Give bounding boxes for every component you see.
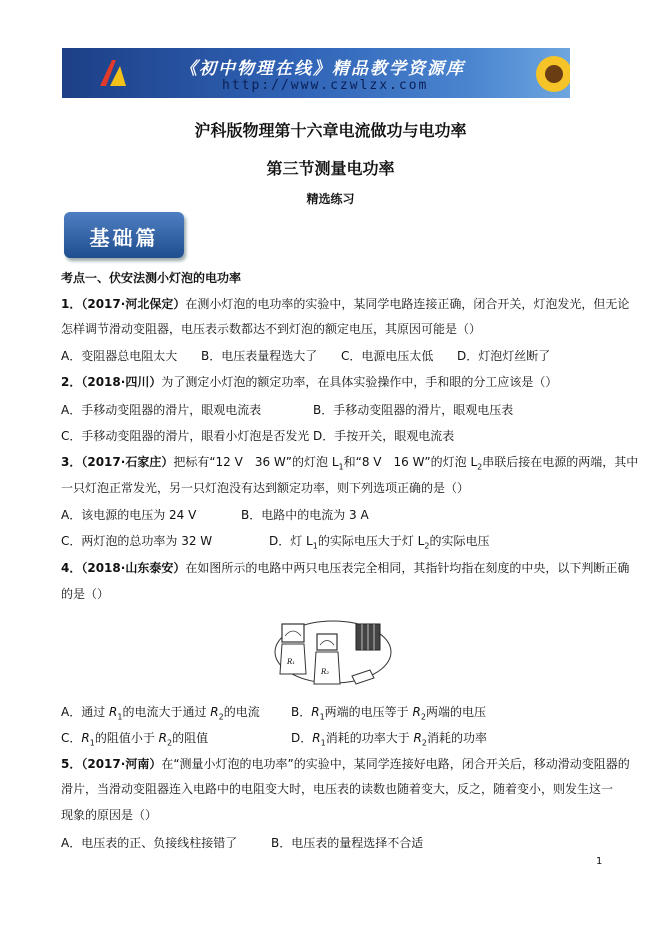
option-a: A．手移动变阻器的滑片，眼观电流表 [61,403,262,417]
option-c: C．手移动变阻器的滑片，眼看小灯泡是否发光 [61,429,310,443]
question-text: 在“测量小灯泡的电功率”的实验中，某同学连接好电路，闭合开关后，移动滑动变阻器的 [161,757,630,771]
q2-options-cd [61,428,454,444]
question-source: （2017·河南） [81,757,162,771]
option-b [291,705,486,722]
question-text: 和“8 V 16 W”的灯泡 L [343,455,478,469]
option-text: 两端的电压 [425,705,486,719]
option-text: C． [61,731,82,745]
subtitle: 精选练习 [306,192,355,206]
question-5 [61,756,630,772]
subscript: 2 [167,738,173,748]
question-3 [61,454,638,475]
question-5-line-3: 现象的原因是（） [61,808,158,822]
option-a: A．该电源的电压为 24 V [61,508,197,522]
banner-url: http://www.czwlzx.com [222,78,429,93]
variable: R [109,705,118,719]
question-text: 为了测定小灯泡的额定功率，在具体实验操作中，手和眼的分工应该是（） [161,375,558,389]
header-banner [62,48,570,98]
subscript: 1 [89,738,95,748]
subscript: 1 [320,738,326,748]
variable: R [210,705,219,719]
question-number: 4． [61,561,82,575]
topic-heading: 考点一、伏安法测小灯泡的电功率 [61,271,242,285]
question-source: （2017·石家庄） [81,455,174,469]
option-d [291,731,487,748]
option-text: B． [291,705,312,719]
option-a: A．变阻器总电阻太大 [61,349,178,363]
question-1-line-2: 怎样调节滑动变阻器，电压表示数都达不到灯泡的额定电压，其原因可能是（） [61,322,482,336]
option-c: C．两灯泡的总功率为 32 W [61,534,213,548]
subscript: 1 [338,462,344,472]
question-source: （2018·山东泰安） [81,561,186,575]
q3-options-cd [61,533,489,554]
question-text: 在测小灯泡的电功率的实验中，某同学电路连接正确，闭合开关，灯泡发光，但无论 [185,297,630,311]
subscript: 2 [218,712,224,722]
page-title: 沪科版物理第十六章电流做功与电功率 [194,121,467,140]
option-b: B．手移动变阻器的滑片，眼观电压表 [313,403,514,417]
option-b: B．电路中的电流为 3 A [241,508,369,522]
option-text: D．灯 L [269,534,313,548]
subscript: 2 [424,541,430,551]
question-5-line-2: 滑片，当滑动变阻器连入电路中的电阻变大时，电压表的读数也随着变大，反之，随着变小，则发生这一 [61,782,614,796]
option-text: 的阻值小于 [94,731,159,745]
question-1 [61,296,629,312]
sunflower-icon [532,52,570,96]
option-text: 两端的电压等于 [324,705,413,719]
logo-icon [96,56,130,90]
section-title: 第三节测量电功率 [266,159,395,178]
question-4 [61,560,629,576]
option-text: 消耗的功率大于 [325,731,414,745]
option-c: C．电源电压太低 [341,349,434,363]
option-b: B．电压表的量程选择不合适 [271,836,424,850]
question-number: 5． [61,757,82,771]
option-d: D．手按开关，眼观电流表 [313,429,455,443]
option-text: A．通过 [61,705,110,719]
q5-options-ab [61,835,423,851]
q2-options-ab [61,402,513,418]
question-text: 把标有“12 V 36 W”的灯泡 L [173,455,339,469]
subscript: 1 [312,541,318,551]
option-text: 的阻值 [172,731,209,745]
question-source: （2018·四川） [81,375,162,389]
option-d: D．灯泡灯丝断了 [457,349,551,363]
option-text: 的电流 [223,705,260,719]
question-2 [61,374,557,390]
option-text: 的实际电压 [429,534,490,548]
option-c [61,730,291,751]
option-b: B．电压表量程选大了 [201,349,318,363]
question-text: 在如图所示的电路中两只电压表完全相同，其指针均指在刻度的中央，以下判断正确 [185,561,630,575]
subscript: 1 [117,712,123,722]
option-text: D． [291,731,313,745]
circuit-figure [270,614,396,692]
question-4-line-2: 的是（） [61,587,110,601]
subscript: 2 [477,462,483,472]
variable: R [312,731,321,745]
subscript: 2 [421,738,427,748]
page-number: 1 [596,856,603,867]
basic-section-badge [64,212,184,258]
r1-label: R₁ [287,658,296,666]
option-a [61,704,291,725]
option-a: A．电压表的正、负接线柱接错了 [61,836,238,850]
question-number: 2． [61,375,82,389]
option-text: 消耗的功率 [426,731,487,745]
option-text: 的实际电压大于灯 L [317,534,425,548]
subscript: 2 [420,712,426,722]
question-source: （2017·河北保定） [81,297,186,311]
badge-label: 基础篇 [89,226,159,250]
subscript: 1 [319,712,325,722]
r2-label: R₂ [321,668,330,676]
q3-options-ab [61,507,369,523]
q4-options-ab [61,704,486,725]
option-text: 的电流大于通过 [122,705,211,719]
question-3-line-2: 一只灯泡正常发光，另一只灯泡没有达到额定功率，则下列选项正确的是（） [61,481,470,495]
banner-title: 《初中物理在线》精品教学资源库 [180,59,465,79]
variable: R [158,731,167,745]
q1-options [61,348,550,364]
question-text: 串联后接在电源的两端，其中 [482,455,639,469]
variable: R [412,705,421,719]
question-number: 1． [61,297,82,311]
variable: R [311,705,320,719]
question-number: 3． [61,455,82,469]
variable: R [413,731,422,745]
q4-options-cd [61,730,487,751]
variable: R [81,731,90,745]
option-d [269,534,490,551]
